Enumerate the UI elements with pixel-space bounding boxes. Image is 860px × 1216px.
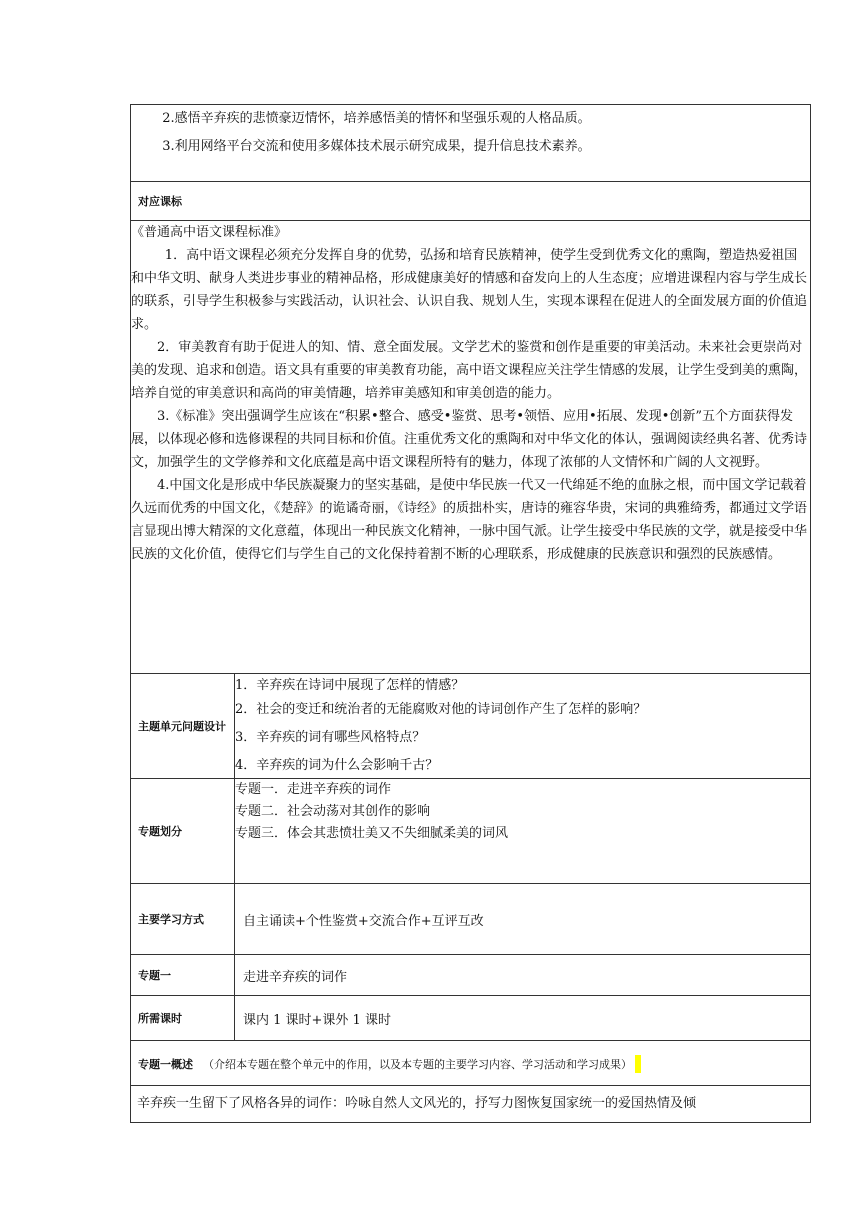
- summary-header-cell: [131, 1041, 811, 1086]
- topic-item: 专题二．社会动荡对其创作的影响: [235, 804, 431, 819]
- standards-label: 对应课标: [131, 182, 811, 221]
- question-item: 2．社会的变迁和统治者的无能腐败对他的诗词创作产生了怎样的影响？: [235, 702, 647, 717]
- summary-note: （介绍本专题在整个单元中的作用，以及本专题的主要学习内容、学习活动和学习成果）: [203, 1058, 632, 1072]
- summary-header-row: [131, 1041, 811, 1086]
- summary-label: 专题一概述: [138, 1058, 193, 1072]
- topic1-label: 专题一: [131, 955, 235, 996]
- question-item: 1．辛弃疾在诗词中展现了怎样的情感？: [235, 678, 465, 693]
- standards-row: [131, 221, 811, 674]
- goal-item: 2.感悟辛弃疾的悲愤豪迈情怀，培养感悟美的情怀和坚强乐观的人格品质。: [162, 111, 591, 126]
- topic1-row: [131, 955, 811, 996]
- questions-cell: [235, 674, 811, 779]
- standards-title: 《普通高中语文课程标准》: [131, 225, 288, 240]
- standards-paragraph: 3.《标准》突出强调学生应该在“积累•整合、感受•鉴赏、思考•领悟、应用•拓展、发现•创新”五个方面获得发展，以体现必修和选修课程的共同目标和价值。注重优秀文化的熏陶和对中华文化的体认，强调阅读经典名著、优秀诗文，加强学生的文学修养和文化底蕴是高中语文课程所特有的魅力，体现了浓郁的人文情怀和广阔的人文视野。: [131, 409, 808, 470]
- topics-cell: [235, 779, 811, 884]
- topics-row: [131, 779, 811, 884]
- method-value: 自主诵读+个性鉴赏+交流合作+互评互改: [235, 884, 811, 955]
- hours-value: 课内 1 课时+课外 1 课时: [235, 996, 811, 1041]
- summary-text: 辛弃疾一生留下了风格各异的词作：吟咏自然人文风光的，抒写力图恢复国家统一的爱国热情及倾: [131, 1086, 811, 1123]
- hours-label: 所需课时: [131, 996, 235, 1041]
- standards-paragraph: 4.中国文化是形成中华民族凝聚力的坚实基础，是使中华民族一代又一代绵延不绝的血脉之根，而中国文学记载着久远而优秀的中国文化，《楚辞》的诡谲奇丽，《诗经》的质拙朴实，唐诗的雍容华贵，宋词的典雅绮秀，都通过文学语言显现出博大精深的文化意蕴，体现出一种民族文化精神，一脉中国气派。让学生接受中华民族的文学，就是接受中华民族的文化价值，使得它们与学生自己的文化保持着割不断的心理联系，形成健康的民族意识和强烈的民族感情。: [131, 478, 808, 562]
- method-label: 主要学习方式: [131, 884, 235, 955]
- lesson-plan-table: [130, 104, 811, 1123]
- goals-cell: [131, 105, 811, 182]
- standards-paragraph: 1．高中语文课程必须充分发挥自身的优势，弘扬和培育民族精神，使学生受到优秀文化的熏陶，塑造热爱祖国和中华文明、献身人类进步事业的精神品格，形成健康美好的情感和奋发向上的人生态度；应增进课程内容与学生成长的联系，引导学生积极参与实践活动，认识社会、认识自我、规划人生，实现本课程在促进人的全面发展方面的价值追求。: [131, 248, 808, 332]
- topic-item: 专题一．走进辛弃疾的词作: [235, 782, 392, 797]
- standards-paragraph: 2．审美教育有助于促进人的知、情、意全面发展。文学艺术的鉴赏和创作是重要的审美活动。未来社会更崇尚对美的发现、追求和创造。语文具有重要的审美教育功能，高中语文课程应关注学生情感的发展，让学生受到美的熏陶，培养自觉的审美意识和高尚的审美情趣，培养审美感知和审美创造的能力。: [131, 340, 808, 401]
- questions-row: [131, 674, 811, 779]
- summary-row: [131, 1086, 811, 1123]
- goals-row: [131, 105, 811, 182]
- text-cursor-highlight: [635, 1055, 641, 1073]
- topics-label: 专题划分: [131, 779, 235, 884]
- standards-cell: [131, 221, 811, 674]
- question-item: 3．辛弃疾的词有哪些风格特点？: [235, 730, 426, 745]
- method-row: [131, 884, 811, 955]
- question-item: 4．辛弃疾的词为什么会影响千古？: [235, 758, 439, 773]
- goal-item: 3.利用网络平台交流和使用多媒体技术展示研究成果，提升信息技术素养。: [162, 139, 591, 154]
- hours-row: [131, 996, 811, 1041]
- topic-item: 专题三．体会其悲愤壮美又不失细腻柔美的词风: [235, 826, 509, 841]
- questions-label: 主题单元问题设计: [131, 674, 235, 779]
- topic1-value: 走进辛弃疾的词作: [235, 955, 811, 996]
- standards-header-row: [131, 182, 811, 221]
